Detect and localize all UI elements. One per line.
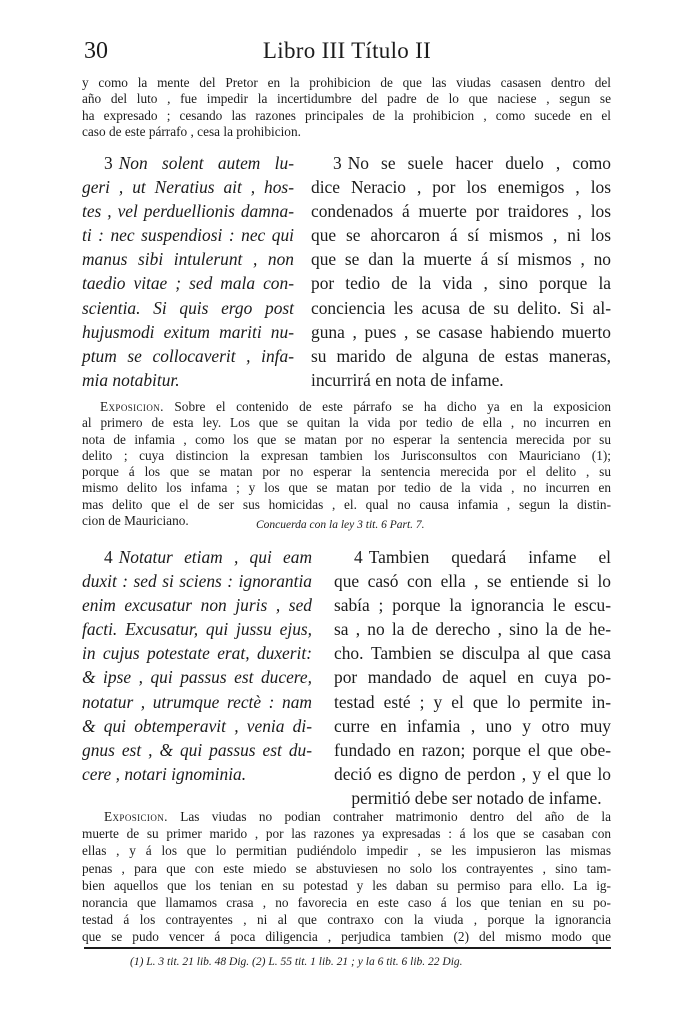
text-line: Las viudas no podian contraher matrimonio dentro del año de la bbox=[180, 809, 611, 824]
exposicion-paragraph-2 bbox=[82, 808, 611, 946]
intro-paragraph bbox=[82, 75, 611, 140]
text-line: facti. Excusatur, qui jussu ejus, bbox=[82, 619, 312, 640]
text-line: por mandado de aquel en cuya po- bbox=[334, 667, 611, 688]
text-line: Non solent autem lu- bbox=[118, 153, 294, 173]
text-line: ha expresado ; cesando las razones principales de la prohibicion , como sucede en el bbox=[82, 107, 611, 123]
text-line: delito ; cuya distincion la expresan tambien los Jurisconsultos con Mauriciano (1); bbox=[82, 447, 611, 463]
paragraph-number: 4 bbox=[104, 547, 113, 567]
text-line: penas , para que con este miedo se abstuviesen no solo los contrayentes , sino tam- bbox=[82, 860, 611, 876]
footnote-rule bbox=[84, 947, 611, 949]
text-line: fundado en razon; porque el que obe- bbox=[334, 739, 611, 760]
text-line: ti : nec suspendiosi : nec qui bbox=[82, 225, 294, 246]
text-line: guna , pues , se casase habiendo muerto bbox=[311, 321, 611, 342]
text-line: Notatur etiam , qui eam bbox=[118, 547, 312, 567]
text-line: por tedio de la vida , sino porque la bbox=[311, 273, 611, 294]
text-line: nota de infamia , como los que se matan por no esperar la sentencia merecida por su bbox=[82, 431, 611, 447]
spanish-text-4 bbox=[334, 545, 611, 810]
text-line: gnus est , & qui passus est du- bbox=[82, 739, 312, 760]
text-line: cere , notari ignominia. bbox=[82, 763, 247, 784]
text-line: mismo delito los infama ; y los que se matan por tedio de la vida , no incurren en bbox=[82, 480, 611, 496]
text-line: que se pudo vencer á poca diligencia , perjudica tambien (2) del mismo modo que bbox=[82, 929, 611, 945]
text-line: in cujus potestate erat, duxerit: bbox=[82, 643, 312, 664]
text-line: Sobre el contenido de este párrafo se ha dicho ya en la exposicion bbox=[174, 399, 611, 414]
text-line: caso de este párrafo , cesa la prohibicion. bbox=[82, 123, 301, 139]
paragraph-number: 3 bbox=[333, 153, 342, 173]
text-line: que casó con ella , se entiende si lo bbox=[334, 571, 611, 592]
page-number: 30 bbox=[84, 38, 108, 64]
text-line: año del luto , fue impedir la incertidumbre del padre de lo que naciese , segun se bbox=[82, 91, 611, 107]
text-line: No se suele hacer duelo , como bbox=[347, 153, 611, 173]
text-line: geri , ut Neratius ait , hos- bbox=[82, 177, 294, 198]
text-line: norancia que llamamos crasa , no favorecia en este caso á los que tenian en su po- bbox=[82, 895, 611, 911]
text-line: bien aquellos que los tenian en su potestad y les daban su permiso para ello. La ig- bbox=[82, 877, 611, 893]
text-line: ptum se collocaverit , infa- bbox=[82, 345, 294, 366]
latin-text-4 bbox=[82, 545, 312, 786]
spanish-text-3 bbox=[311, 151, 611, 392]
text-line: conciencia les acusa de su delito. Si al- bbox=[311, 297, 611, 318]
text-line: permitió debe ser notado de infame. bbox=[351, 787, 602, 808]
text-line: que se ahorcaron á sí mismos , ni los bbox=[311, 225, 611, 246]
text-line: taedio vitae ; sed mala con- bbox=[82, 273, 294, 294]
paragraph-number: 3 bbox=[104, 153, 113, 173]
footnotes: (1) L. 3 tit. 21 lib. 48 Dig. (2) L. 55 tit. 1 lib. 21 ; y la 6 tit. 6 lib. 22 Dig. bbox=[130, 956, 463, 968]
text-line: sabía ; porque la ignorancia le escu- bbox=[334, 595, 611, 616]
text-line: dice Neracio , por los enemigos , los bbox=[311, 177, 611, 198]
text-line: ellas , y á los que lo permitian pudiéndolo impedir , se les impusieron las mismas bbox=[82, 843, 611, 859]
text-line: condenados á muerte por traidores , los bbox=[311, 201, 611, 222]
text-line: hujusmodi exitum mariti nu- bbox=[82, 321, 294, 342]
text-line: & qui obtemperavit , venia di- bbox=[82, 715, 312, 736]
text-line: testad esté ; y el que lo permite in- bbox=[334, 691, 611, 712]
text-line: notatur , utrumque rectè : nam bbox=[82, 691, 312, 712]
page-header bbox=[84, 38, 610, 68]
text-line: curre en infamia , uno y otro muy bbox=[334, 715, 611, 736]
running-title: Libro III Título II bbox=[262, 38, 432, 63]
text-line: y como la mente del Pretor en la prohibicion de que las viudas casasen dentro del bbox=[82, 75, 611, 90]
exposicion-paragraph-1 bbox=[82, 399, 611, 529]
text-line: manus sibi intulerunt , non bbox=[82, 249, 294, 270]
text-line: deció es digno de perdon , y el que lo bbox=[334, 763, 611, 784]
text-line: tes , vel perduellionis damna- bbox=[82, 201, 294, 222]
text-line: cion de Mauriciano. bbox=[82, 513, 189, 529]
text-line: que se dan la muerte á sí mismos , no bbox=[311, 249, 611, 270]
concordance-citation: Concuerda con la ley 3 tit. 6 Part. 7. bbox=[256, 519, 425, 531]
text-line: mas delito que el de ser sus homicidas , el. qual no causa infamia , segun la distin- bbox=[82, 496, 611, 512]
text-line: incurrirá en nota de infame. bbox=[311, 369, 504, 390]
text-line: enim excusatur non juris , sed bbox=[82, 595, 312, 616]
text-line: muerte de su primer marido , por las razones ya expresadas : á los que se casaban con bbox=[82, 826, 611, 842]
latin-text-3 bbox=[82, 151, 294, 392]
text-line: porque á los que se matan por no esperar la sentencia merecida por el delito , su bbox=[82, 464, 611, 480]
paragraph-number: 4 bbox=[354, 547, 363, 567]
text-line: scientia. Si quis ergo post bbox=[82, 297, 294, 318]
text-line: & ipse , qui passus est ducere, bbox=[82, 667, 312, 688]
text-line: su marido de alguna de estas maneras, bbox=[311, 345, 611, 366]
exposicion-label: Exposicion. bbox=[104, 809, 168, 824]
text-line: cho. Tambien se disculpa al que casa bbox=[334, 643, 611, 664]
text-line: mia notabitur. bbox=[82, 369, 180, 390]
text-line: testad á los contrayentes , ni al que contraxo con la viuda , porque la ignorancia bbox=[82, 912, 611, 928]
text-line: al primero de esta ley. Los que se quitan la vida por tedio de ella , no incurren en bbox=[82, 415, 611, 431]
text-line: sa , no la de derecho , sino la de he- bbox=[334, 619, 611, 640]
text-line: duxit : sed si sciens : ignorantia bbox=[82, 571, 312, 592]
text-line: Tambien quedará infame el bbox=[368, 547, 611, 567]
exposicion-label: Exposicion. bbox=[100, 399, 164, 414]
